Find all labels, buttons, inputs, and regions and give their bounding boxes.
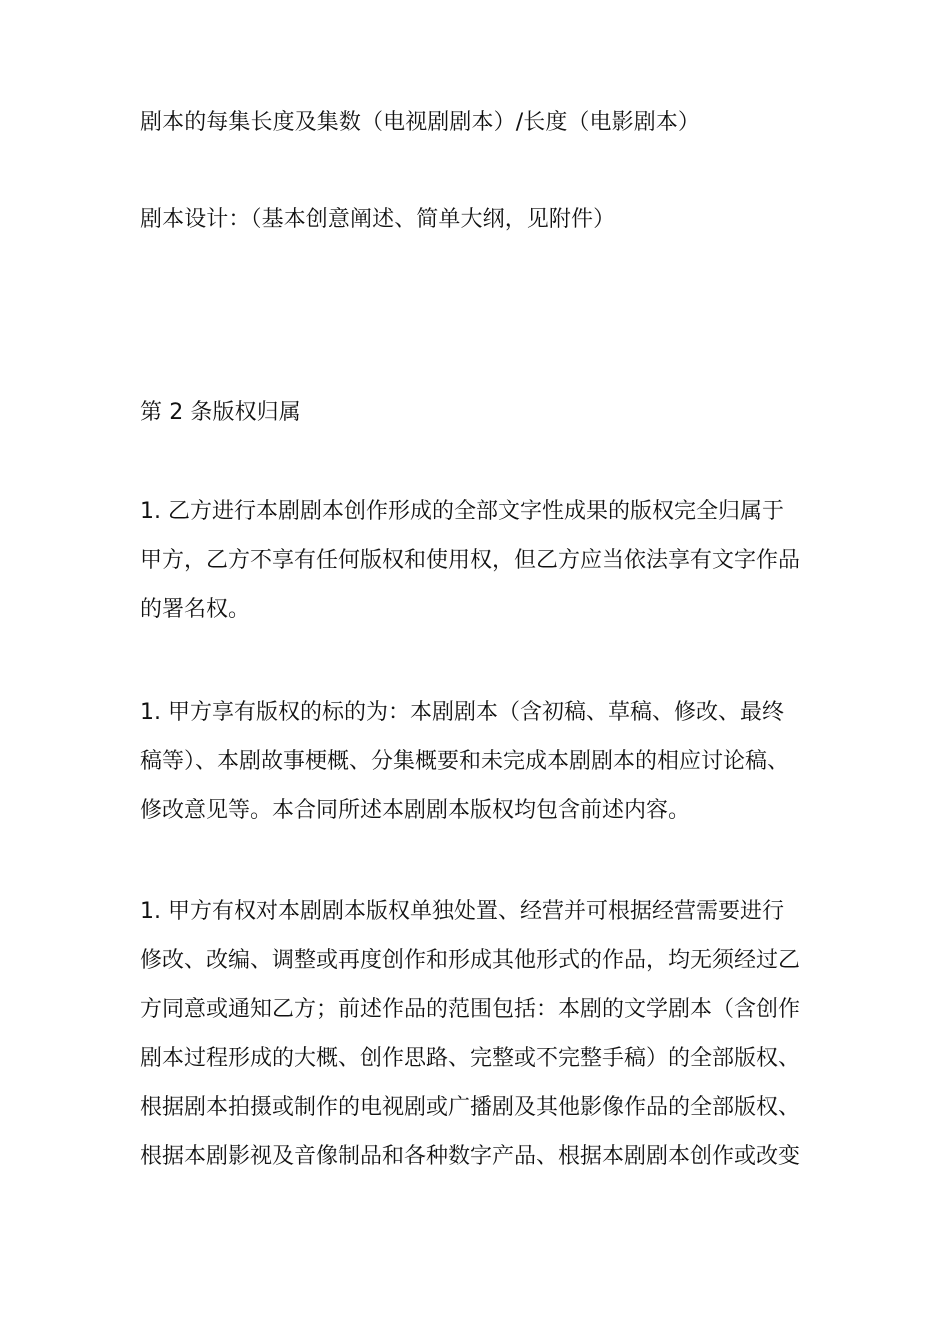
paragraph-line: 甲方，乙方不享有任何版权和使用权，但乙方应当依法享有文字作品 xyxy=(140,548,801,573)
paragraph-copyright-ownership xyxy=(140,487,816,634)
paragraph-copyright-disposal xyxy=(140,887,816,1181)
paragraph-line: 1. 甲方有权对本剧剧本版权单独处置、经营并可根据经营需要进行 xyxy=(140,899,784,924)
paragraph-line: 稿等）、本剧故事梗概、分集概要和未完成本剧剧本的相应讨论稿、 xyxy=(140,749,790,774)
article-heading: 第 2 条版权归属 xyxy=(140,400,301,425)
paragraph-line: 1. 乙方进行本剧剧本创作形成的全部文字性成果的版权完全归属于 xyxy=(140,499,784,524)
script-design-line: 剧本设计：（基本创意阐述、简单大纲，见附件） xyxy=(140,207,616,232)
paragraph-line: 1. 甲方享有版权的标的为：本剧剧本（含初稿、草稿、修改、最终 xyxy=(140,700,784,725)
paragraph-line: 的署名权。 xyxy=(140,597,251,622)
paragraph-line: 方同意或通知乙方；前述作品的范围包括：本剧的文学剧本（含创作 xyxy=(140,997,801,1022)
script-length-line: 剧本的每集长度及集数（电视剧剧本）/长度（电影剧本） xyxy=(140,110,701,135)
paragraph-line: 剧本过程形成的大概、创作思路、完整或不完整手稿）的全部版权、 xyxy=(140,1046,801,1071)
paragraph-line: 修改意见等。本合同所述本剧剧本版权均包含前述内容。 xyxy=(140,798,691,823)
paragraph-line: 根据本剧影视及音像制品和各种数字产品、根据本剧剧本创作或改变 xyxy=(140,1144,801,1169)
paragraph-line: 修改、改编、调整或再度创作和形成其他形式的作品，均无须经过乙 xyxy=(140,948,801,973)
paragraph-line: 根据剧本拍摄或制作的电视剧或广播剧及其他影像作品的全部版权、 xyxy=(140,1095,801,1120)
paragraph-copyright-subject xyxy=(140,688,816,835)
